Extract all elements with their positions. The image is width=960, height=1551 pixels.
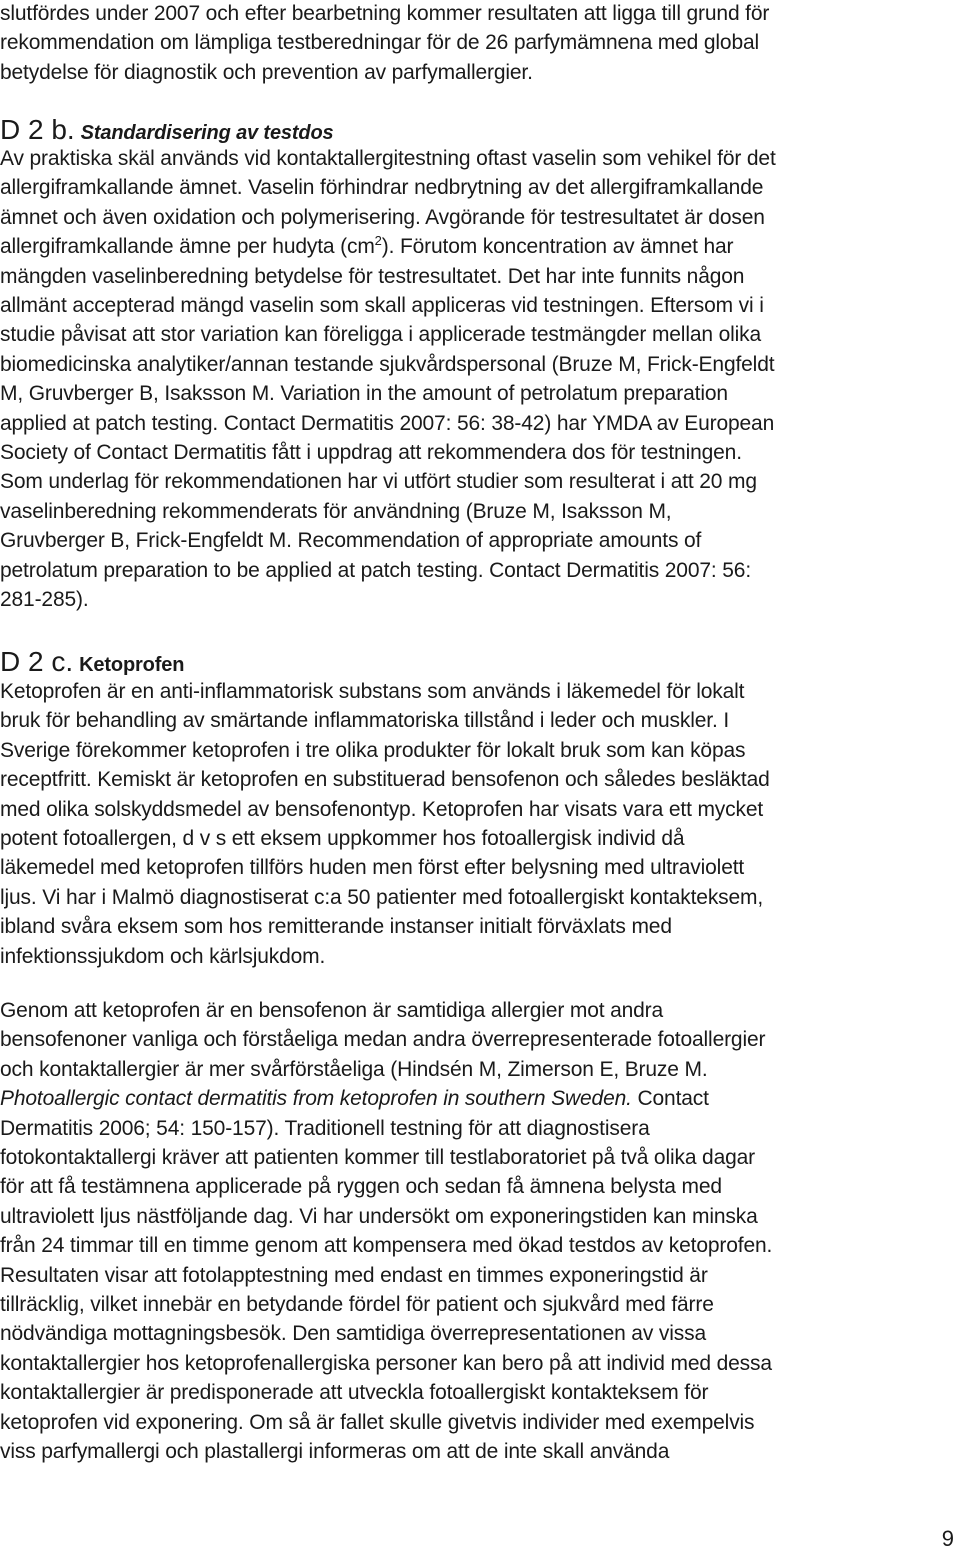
text-line: studie påvisat att stor variation kan föreligga i applicerade testmängder mellan olika	[0, 323, 762, 347]
text-line: tillräcklig, vilket innebär en betydande fördel för patient och sjukvård med färre	[0, 1293, 714, 1317]
text-line: Dermatitis 2006; 54: 150-157). Traditionell testning för att diagnostisera	[0, 1116, 650, 1140]
text-line: för att få testämnena applicerade på ryggen och sedan få ämnena belysta med	[0, 1175, 722, 1199]
text-line-with-italic-title	[0, 1084, 960, 1113]
text-line: Resultaten visar att fotolapptestning med endast en timmes exponeringstid är	[0, 1263, 708, 1287]
text-line: kontaktallergier hos ketoprofenallergiska personer kan bero på att individ med dessa	[0, 1351, 772, 1375]
text-line: viss parfymallergi och plastallergi informeras om att de inte skall använda	[0, 1440, 670, 1464]
text-line: Av praktiska skäl används vid kontaktallergitestning oftast vaselin som vehikel för det	[0, 147, 776, 170]
text-line: ämnet och även oxidation och polymerisering. Avgörande för testresultatet är dosen	[0, 205, 765, 229]
text-line: vaselinberedning rekommenderats för användning (Bruze M, Isaksson M,	[0, 499, 672, 523]
text-line: ljus. Vi har i Malmö diagnostiserat c:a 50 patienter med fotoallergiskt kontakteksem,	[0, 885, 764, 909]
text-line: applied at patch testing. Contact Dermatitis 2007: 56: 38-42) har YMDA av European	[0, 411, 775, 435]
text-line: biomedicinska analytiker/annan testande sjukvårdspersonal (Bruze M, Frick-Engfeldt	[0, 352, 775, 376]
text-line: kontaktallergier är predisponerade att utveckla fotoallergiskt kontakteksem för	[0, 1381, 709, 1405]
text-fragment: allergiframkallande ämne per hudyta (cm	[0, 235, 375, 259]
text-fragment: Contact	[631, 1087, 709, 1111]
text-line: bensofenoner vanliga och förståeliga medan andra överrepresenterade fotoallergier	[0, 1028, 766, 1052]
section-title: Ketoprofen	[79, 654, 185, 676]
text-line: Genom att ketoprofen är en bensofenon är samtidiga allergier mot andra	[0, 999, 664, 1022]
page-number: 9	[941, 1526, 954, 1551]
text-line: bruk för behandling av smärtande inflammatoriska tillstånd i leder och muskler. I	[0, 709, 730, 733]
text-line: allergiframkallande ämnet. Vaselin förhindrar nedbrytning av det allergiframkallande	[0, 176, 764, 200]
text-line: ketoprofen vid exponering. Om så är fallet skulle givetvis individer med exempelvis	[0, 1410, 755, 1434]
text-line: Ketoprofen är en anti-inflammatorisk substans som används i läkemedel för lokalt	[0, 680, 745, 703]
text-line: potent fotoallergen, d v s ett eksem uppkommer hos fotoallergisk individ då	[0, 827, 685, 851]
text-line: fotokontaktallergi kräver att patienten kommer till testlaboratoriet på två olika dagar	[0, 1146, 756, 1170]
text-line: M, Gruvberger B, Isaksson M. Variation in the amount of petrolatum preparation	[0, 382, 728, 406]
text-line: läkemedel med ketoprofen tillförs huden men först efter belysning med ultraviolett	[0, 856, 745, 880]
cited-article-title: Photoallergic contact dermatitis from ketoprofen in southern Sweden.	[0, 1087, 632, 1111]
text-line: Som underlag för rekommendationen har vi utfört studier som resulterat i att 20 mg	[0, 470, 757, 494]
section-code: D 2 c.	[0, 646, 74, 677]
text-line: nödvändiga mottagningsbesök. Den samtidiga överrepresentationen av vissa	[0, 1322, 706, 1346]
section-c-heading	[0, 646, 960, 681]
intro-paragraph	[0, 0, 960, 87]
text-line: ibland svåra eksem som hos remitterande instanser initialt förväxlats med	[0, 915, 672, 939]
section-b-body	[0, 144, 960, 615]
text-line: Society of Contact Dermatitis fått i uppdrag att rekommendera dos för testningen.	[0, 441, 742, 465]
text-line: 281-285).	[0, 588, 89, 612]
text-line: Sverige förekommer ketoprofen i tre olika produkter för lokalt bruk som kan köpas	[0, 738, 746, 762]
text-line: rekommendation om lämpliga testberedningar för de 26 parfymämnena med global	[0, 31, 760, 55]
text-line: petrolatum preparation to be applied at patch testing. Contact Dermatitis 2007: 56:	[0, 558, 752, 582]
text-line: med olika solskyddsmedel av bensofenontyp. Ketoprofen har visats vara ett mycket	[0, 797, 764, 821]
section-c-paragraph-2	[0, 996, 960, 1467]
section-code: D 2 b.	[0, 114, 75, 145]
text-line: receptfritt. Kemiskt är ketoprofen en substituerad bensofenon och således besläktad	[0, 768, 770, 792]
text-line: infektionssjukdom och kärlsjukdom.	[0, 944, 326, 968]
text-fragment: ). Förutom koncentration av ämnet har	[381, 235, 734, 259]
text-line: allmänt accepterad mängd vaselin som skall appliceras vid testningen. Eftersom vi i	[0, 294, 764, 318]
text-line: ultraviolett ljus nästföljande dag. Vi har undersökt om exponeringstiden kan minska	[0, 1204, 758, 1228]
section-c-paragraph-1	[0, 677, 960, 971]
text-line: från 24 timmar till en timme genom att kompensera med ökad testdos av ketoprofen.	[0, 1234, 773, 1258]
superscript: 2	[374, 233, 382, 249]
text-line: betydelse för diagnostik och prevention av parfymallergier.	[0, 60, 533, 84]
text-line-with-superscript	[0, 232, 960, 261]
text-line: och kontaktallergier är mer svårförståeliga (Hindsén M, Zimerson E, Bruze M.	[0, 1057, 708, 1081]
text-line: mängden vaselinberedning betydelse för testresultatet. Det har inte funnits någon	[0, 264, 745, 288]
text-line: slutfördes under 2007 och efter bearbetning kommer resultaten att ligga till grund för	[0, 2, 770, 25]
section-title: Standardisering av testdos	[80, 122, 334, 144]
text-line: Gruvberger B, Frick-Engfeldt M. Recommendation of appropriate amounts of	[0, 529, 702, 553]
